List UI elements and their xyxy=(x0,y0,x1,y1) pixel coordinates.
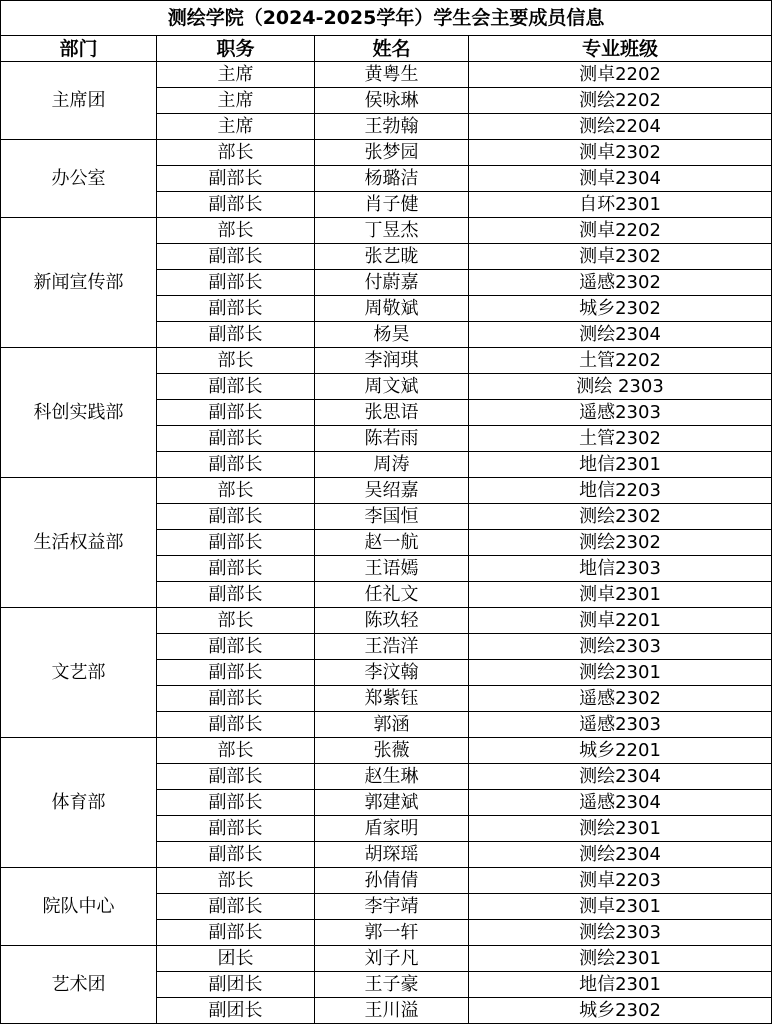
table-row xyxy=(1,62,772,88)
department-cell: 艺术团 xyxy=(1,946,157,1024)
role-cell: 副部长 xyxy=(157,244,315,270)
name-cell: 孙倩倩 xyxy=(315,868,469,894)
role-cell: 副部长 xyxy=(157,660,315,686)
header-role: 职务 xyxy=(157,36,315,62)
name-cell: 王浩洋 xyxy=(315,634,469,660)
class-cell: 测绘 2303 xyxy=(469,374,772,400)
class-cell: 测卓2202 xyxy=(469,218,772,244)
class-cell: 遥感2303 xyxy=(469,712,772,738)
class-cell: 城乡2302 xyxy=(469,296,772,322)
name-cell: 赵一航 xyxy=(315,530,469,556)
role-cell: 副部长 xyxy=(157,790,315,816)
name-cell: 周文斌 xyxy=(315,374,469,400)
class-cell: 地信2301 xyxy=(469,452,772,478)
name-cell: 吴绍嘉 xyxy=(315,478,469,504)
class-cell: 测绘2304 xyxy=(469,764,772,790)
role-cell: 副部长 xyxy=(157,400,315,426)
name-cell: 付蔚嘉 xyxy=(315,270,469,296)
class-cell: 测绘2302 xyxy=(469,504,772,530)
class-cell: 测卓2301 xyxy=(469,582,772,608)
department-cell: 院队中心 xyxy=(1,868,157,946)
class-cell: 测绘2303 xyxy=(469,634,772,660)
name-cell: 张思语 xyxy=(315,400,469,426)
role-cell: 副部长 xyxy=(157,322,315,348)
class-cell: 测卓2302 xyxy=(469,140,772,166)
name-cell: 侯咏琳 xyxy=(315,88,469,114)
class-cell: 测卓2203 xyxy=(469,868,772,894)
class-cell: 土管2202 xyxy=(469,348,772,374)
role-cell: 部长 xyxy=(157,608,315,634)
name-cell: 杨昊 xyxy=(315,322,469,348)
name-cell: 陈若雨 xyxy=(315,426,469,452)
table-row xyxy=(1,218,772,244)
class-cell: 遥感2302 xyxy=(469,270,772,296)
class-cell: 遥感2302 xyxy=(469,686,772,712)
class-cell: 遥感2303 xyxy=(469,400,772,426)
department-cell: 科创实践部 xyxy=(1,348,157,478)
role-cell: 部长 xyxy=(157,478,315,504)
class-cell: 测绘2304 xyxy=(469,322,772,348)
class-cell: 城乡2201 xyxy=(469,738,772,764)
class-cell: 测绘2301 xyxy=(469,946,772,972)
name-cell: 杨璐洁 xyxy=(315,166,469,192)
name-cell: 王勃翰 xyxy=(315,114,469,140)
class-cell: 地信2301 xyxy=(469,972,772,998)
role-cell: 副部长 xyxy=(157,816,315,842)
class-cell: 城乡2302 xyxy=(469,998,772,1024)
name-cell: 刘子凡 xyxy=(315,946,469,972)
role-cell: 副团长 xyxy=(157,972,315,998)
name-cell: 李国恒 xyxy=(315,504,469,530)
table-row xyxy=(1,478,772,504)
role-cell: 副部长 xyxy=(157,426,315,452)
name-cell: 赵生琳 xyxy=(315,764,469,790)
table-title: 测绘学院（2024-2025学年）学生会主要成员信息 xyxy=(1,1,772,36)
table-row xyxy=(1,738,772,764)
name-cell: 王语嫣 xyxy=(315,556,469,582)
role-cell: 副部长 xyxy=(157,894,315,920)
name-cell: 李宇靖 xyxy=(315,894,469,920)
role-cell: 副部长 xyxy=(157,530,315,556)
department-cell: 生活权益部 xyxy=(1,478,157,608)
role-cell: 副部长 xyxy=(157,270,315,296)
table-row xyxy=(1,140,772,166)
header-department: 部门 xyxy=(1,36,157,62)
role-cell: 副部长 xyxy=(157,192,315,218)
class-cell: 测卓2301 xyxy=(469,894,772,920)
role-cell: 部长 xyxy=(157,868,315,894)
class-cell: 测卓2202 xyxy=(469,62,772,88)
roster-body xyxy=(1,62,772,1024)
role-cell: 主席 xyxy=(157,114,315,140)
name-cell: 周涛 xyxy=(315,452,469,478)
name-cell: 王子豪 xyxy=(315,972,469,998)
class-cell: 自环2301 xyxy=(469,192,772,218)
name-cell: 张薇 xyxy=(315,738,469,764)
class-cell: 测卓2302 xyxy=(469,244,772,270)
name-cell: 丁昱杰 xyxy=(315,218,469,244)
role-cell: 副部长 xyxy=(157,582,315,608)
role-cell: 副团长 xyxy=(157,998,315,1024)
table-row xyxy=(1,608,772,634)
name-cell: 任礼文 xyxy=(315,582,469,608)
role-cell: 副部长 xyxy=(157,686,315,712)
header-row xyxy=(1,36,772,62)
class-cell: 测绘2303 xyxy=(469,920,772,946)
name-cell: 李润琪 xyxy=(315,348,469,374)
department-cell: 文艺部 xyxy=(1,608,157,738)
class-cell: 测绘2202 xyxy=(469,88,772,114)
class-cell: 土管2302 xyxy=(469,426,772,452)
role-cell: 部长 xyxy=(157,348,315,374)
table-row xyxy=(1,868,772,894)
role-cell: 副部长 xyxy=(157,296,315,322)
class-cell: 测绘2204 xyxy=(469,114,772,140)
name-cell: 张梦园 xyxy=(315,140,469,166)
name-cell: 陈玖轻 xyxy=(315,608,469,634)
role-cell: 部长 xyxy=(157,738,315,764)
name-cell: 郭一轩 xyxy=(315,920,469,946)
role-cell: 主席 xyxy=(157,88,315,114)
name-cell: 李汶翰 xyxy=(315,660,469,686)
class-cell: 地信2203 xyxy=(469,478,772,504)
name-cell: 郑紫钰 xyxy=(315,686,469,712)
class-cell: 测绘2301 xyxy=(469,816,772,842)
name-cell: 张艺昽 xyxy=(315,244,469,270)
role-cell: 副部长 xyxy=(157,452,315,478)
class-cell: 遥感2304 xyxy=(469,790,772,816)
role-cell: 团长 xyxy=(157,946,315,972)
role-cell: 副部长 xyxy=(157,764,315,790)
role-cell: 副部长 xyxy=(157,634,315,660)
class-cell: 地信2303 xyxy=(469,556,772,582)
department-cell: 主席团 xyxy=(1,62,157,140)
title-row xyxy=(1,1,772,36)
name-cell: 郭涵 xyxy=(315,712,469,738)
role-cell: 主席 xyxy=(157,62,315,88)
name-cell: 肖子健 xyxy=(315,192,469,218)
role-cell: 部长 xyxy=(157,140,315,166)
role-cell: 副部长 xyxy=(157,556,315,582)
name-cell: 郭建斌 xyxy=(315,790,469,816)
department-cell: 体育部 xyxy=(1,738,157,868)
header-class: 专业班级 xyxy=(469,36,772,62)
role-cell: 部长 xyxy=(157,218,315,244)
name-cell: 王川溢 xyxy=(315,998,469,1024)
name-cell: 盾家明 xyxy=(315,816,469,842)
department-cell: 办公室 xyxy=(1,140,157,218)
class-cell: 测绘2302 xyxy=(469,530,772,556)
role-cell: 副部长 xyxy=(157,920,315,946)
header-name: 姓名 xyxy=(315,36,469,62)
role-cell: 副部长 xyxy=(157,504,315,530)
role-cell: 副部长 xyxy=(157,166,315,192)
role-cell: 副部长 xyxy=(157,712,315,738)
table-row xyxy=(1,348,772,374)
name-cell: 黄粤生 xyxy=(315,62,469,88)
class-cell: 测绘2301 xyxy=(469,660,772,686)
class-cell: 测卓2201 xyxy=(469,608,772,634)
class-cell: 测卓2304 xyxy=(469,166,772,192)
name-cell: 胡琛瑶 xyxy=(315,842,469,868)
name-cell: 周敬斌 xyxy=(315,296,469,322)
role-cell: 副部长 xyxy=(157,842,315,868)
department-cell: 新闻宣传部 xyxy=(1,218,157,348)
role-cell: 副部长 xyxy=(157,374,315,400)
class-cell: 测绘2304 xyxy=(469,842,772,868)
table-row xyxy=(1,946,772,972)
